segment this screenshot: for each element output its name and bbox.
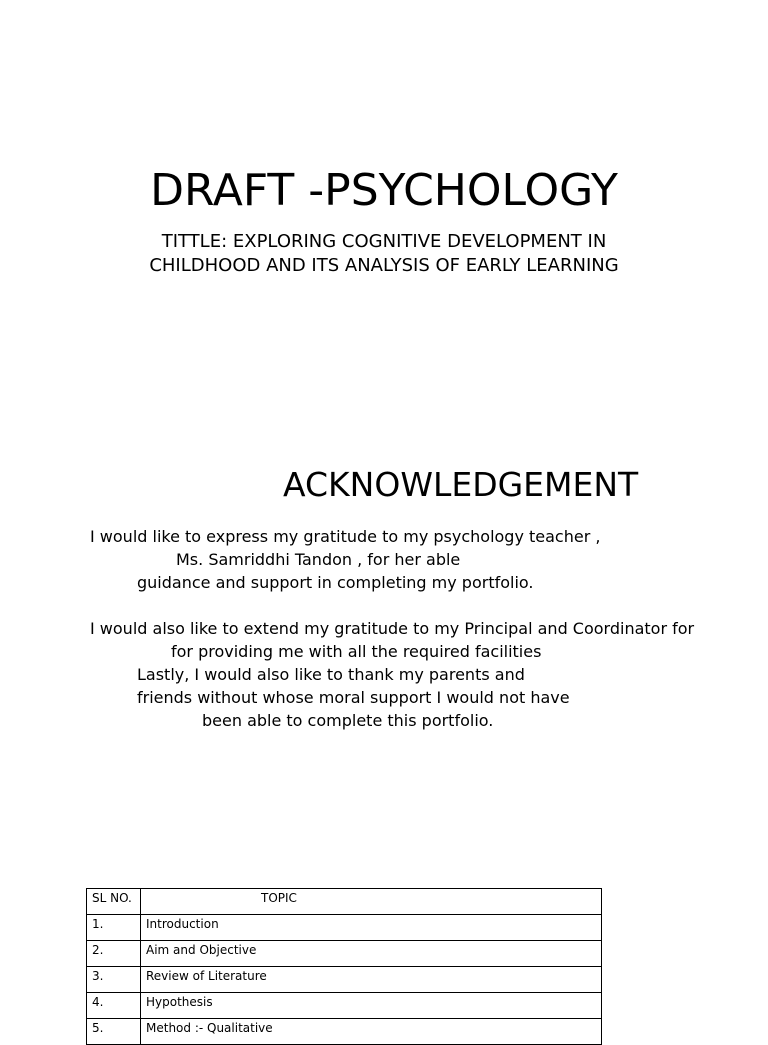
table-header-row bbox=[87, 889, 602, 915]
table-row bbox=[87, 1019, 602, 1045]
table-row bbox=[87, 915, 602, 941]
table-row bbox=[87, 941, 602, 967]
ack-line-1: I would like to express my gratitude to my psychology teacher , bbox=[90, 527, 601, 546]
header-topic: TOPIC bbox=[141, 889, 602, 915]
subtitle-line-1: TITTLE: EXPLORING COGNITIVE DEVELOPMENT IN bbox=[161, 231, 607, 252]
row-topic: Review of Literature bbox=[141, 967, 602, 993]
row-topic: Introduction bbox=[141, 915, 602, 941]
contents-table bbox=[86, 888, 602, 1045]
subtitle-line-2: CHILDHOOD AND ITS ANALYSIS OF EARLY LEARNING bbox=[149, 255, 619, 276]
acknowledgement-heading: ACKNOWLEDGEMENT bbox=[283, 465, 639, 504]
header-sl-no: SL NO. bbox=[87, 889, 141, 915]
ack-line-4: I would also like to extend my gratitude to my Principal and Coordinator for bbox=[90, 619, 695, 638]
row-number: 2. bbox=[87, 941, 141, 967]
row-topic: Hypothesis bbox=[141, 993, 602, 1019]
ack-line-7: friends without whose moral support I would not have bbox=[137, 688, 570, 707]
row-number: 3. bbox=[87, 967, 141, 993]
ack-line-3: guidance and support in completing my portfolio. bbox=[137, 573, 534, 592]
row-number: 1. bbox=[87, 915, 141, 941]
ack-line-2: Ms. Samriddhi Tandon , for her able bbox=[176, 550, 461, 569]
row-number: 5. bbox=[87, 1019, 141, 1045]
ack-line-8: been able to complete this portfolio. bbox=[202, 711, 494, 730]
document-title: DRAFT -PSYCHOLOGY bbox=[150, 165, 618, 216]
ack-line-5: for providing me with all the required facilities bbox=[171, 642, 542, 661]
ack-line-6: Lastly, I would also like to thank my parents and bbox=[137, 665, 525, 684]
row-topic: Method :- Qualitative bbox=[141, 1019, 602, 1045]
table-row bbox=[87, 993, 602, 1019]
table-row bbox=[87, 967, 602, 993]
document-subtitle bbox=[0, 230, 768, 278]
row-topic: Aim and Objective bbox=[141, 941, 602, 967]
row-number: 4. bbox=[87, 993, 141, 1019]
